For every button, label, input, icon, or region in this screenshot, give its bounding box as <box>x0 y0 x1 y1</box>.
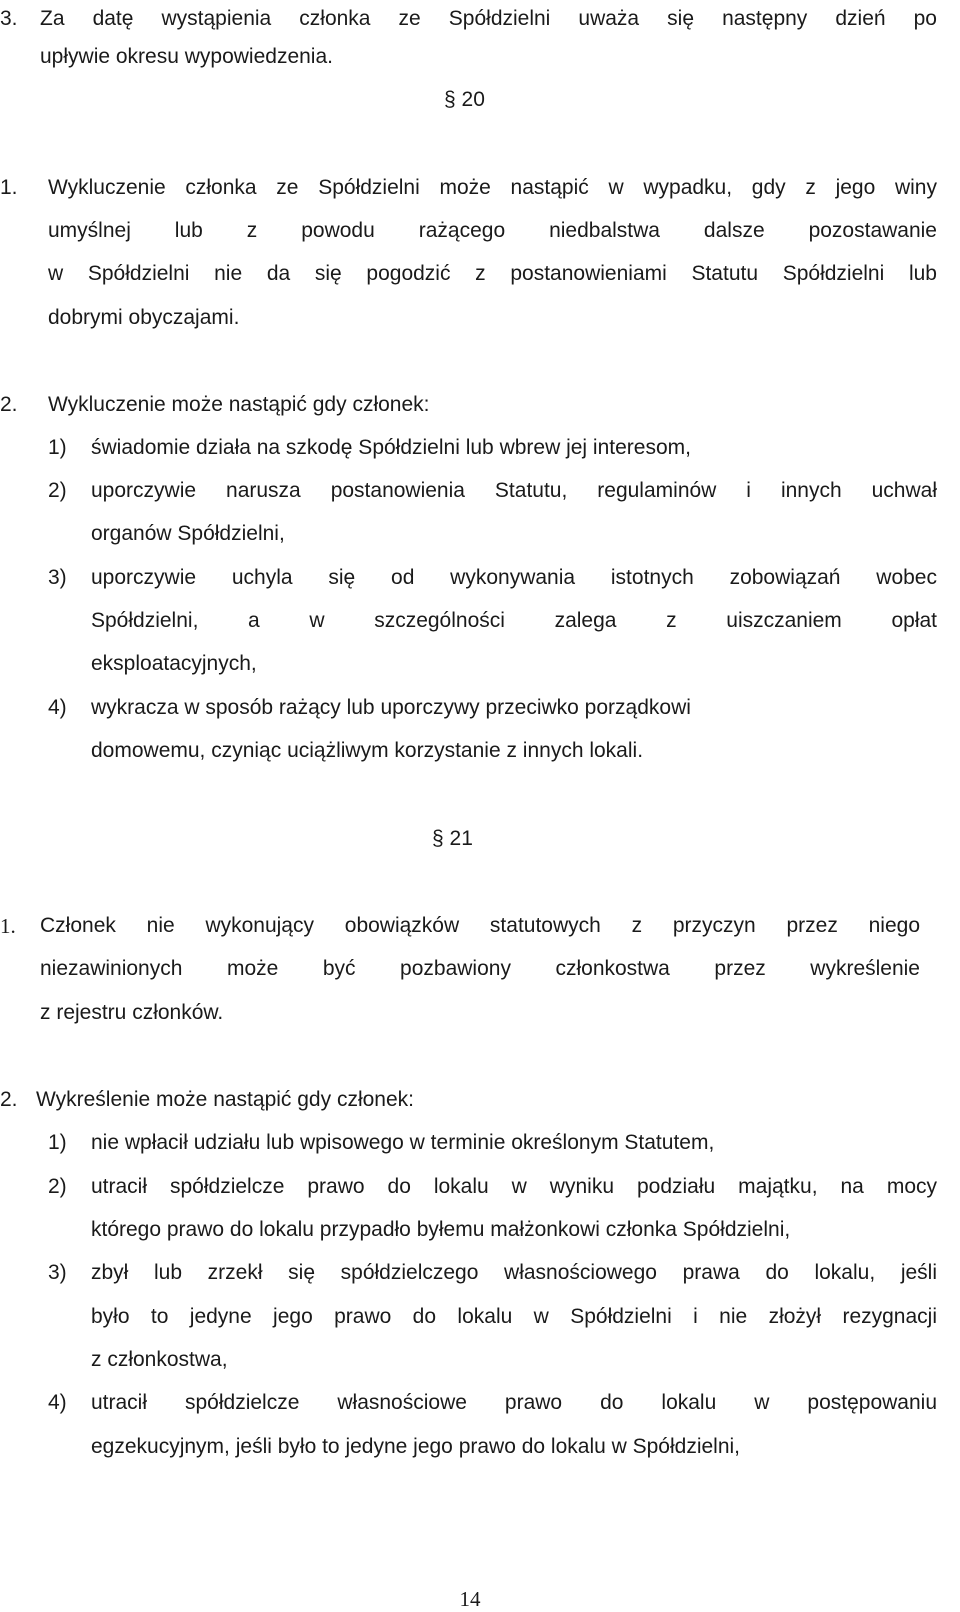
paragraph-line: Za datę wystąpienia członka ze Spółdzielni uważa się następny dzień po <box>40 7 937 30</box>
point-line: Spółdzielni, a w szczególności zalega z uiszczaniem opłat <box>91 609 937 632</box>
paragraph-line: upływie okresu wypowiedzenia. <box>40 45 333 68</box>
paragraph-line: Członek nie wykonujący obowiązków statutowych z przyczyn przez niego <box>40 914 920 937</box>
point-line: uporczywie narusza postanowienia Statutu, regulaminów i innych uchwał <box>91 479 937 502</box>
point-line: utracił spółdzielcze prawo do lokalu w wyniku podziału majątku, na mocy <box>91 1175 937 1198</box>
point-line: domowemu, czyniąc uciążliwym korzystanie z innych lokali. <box>91 739 644 762</box>
paragraph-line: Wykluczenie członka ze Spółdzielni może nastąpić w wypadku, gdy z jego winy <box>48 176 937 199</box>
point-line: organów Spółdzielni, <box>91 522 285 545</box>
point-line: z członkostwa, <box>91 1348 228 1371</box>
point-number: 1) <box>48 1131 67 1154</box>
paragraph-line: niezawinionych może być pozbawiony członkostwa przez wykreślenie <box>40 957 920 980</box>
item-number: 3. <box>0 7 18 30</box>
point-number: 2) <box>48 1175 67 1198</box>
point-line: było to jedyne jego prawo do lokalu w Spółdzielni i nie złożył rezygnacji <box>91 1305 937 1328</box>
paragraph-line: dobrymi obyczajami. <box>48 306 240 329</box>
point-number: 3) <box>48 566 67 589</box>
point-number: 3) <box>48 1261 67 1284</box>
page-number: 14 <box>459 1587 481 1611</box>
item-number: 1. <box>0 176 18 199</box>
point-line: egzekucyjnym, jeśli było to jedyne jego prawo do lokalu w Spółdzielni, <box>91 1435 741 1458</box>
point-line: uporczywie uchyla się od wykonywania istotnych zobowiązań wobec <box>91 566 937 589</box>
paragraph-line: Wykreślenie może nastąpić gdy członek: <box>36 1088 414 1111</box>
section-heading: § 20 <box>444 88 485 111</box>
item-number: 1. <box>0 914 16 938</box>
point-number: 4) <box>48 696 67 719</box>
section-heading: § 21 <box>432 827 473 850</box>
point-line: nie wpłacił udziału lub wpisowego w terminie określonym Statutem, <box>91 1131 715 1154</box>
point-line: którego prawo do lokalu przypadło byłemu małżonkowi członka Spółdzielni, <box>91 1218 791 1241</box>
paragraph-line: z rejestru członków. <box>40 1001 224 1024</box>
point-line: zbył lub zrzekł się spółdzielczego własnościowego prawa do lokalu, jeśli <box>91 1261 937 1284</box>
point-line: utracił spółdzielcze własnościowe prawo do lokalu w postępowaniu <box>91 1391 937 1414</box>
item-number: 2. <box>0 393 18 416</box>
paragraph-line: w Spółdzielni nie da się pogodzić z postanowieniami Statutu Spółdzielni lub <box>48 262 937 285</box>
point-number: 2) <box>48 479 67 502</box>
item-number: 2. <box>0 1088 18 1111</box>
point-line: wykracza w sposób rażący lub uporczywy przeciwko porządkowi <box>91 696 691 719</box>
point-line: eksploatacyjnych, <box>91 652 257 675</box>
paragraph-line: umyślnej lub z powodu rażącego niedbalstwa dalsze pozostawanie <box>48 219 937 242</box>
point-number: 1) <box>48 436 67 459</box>
paragraph-line: Wykluczenie może nastąpić gdy członek: <box>48 393 430 416</box>
point-number: 4) <box>48 1391 67 1414</box>
point-line: świadomie działa na szkodę Spółdzielni lub wbrew jej interesom, <box>91 436 691 459</box>
